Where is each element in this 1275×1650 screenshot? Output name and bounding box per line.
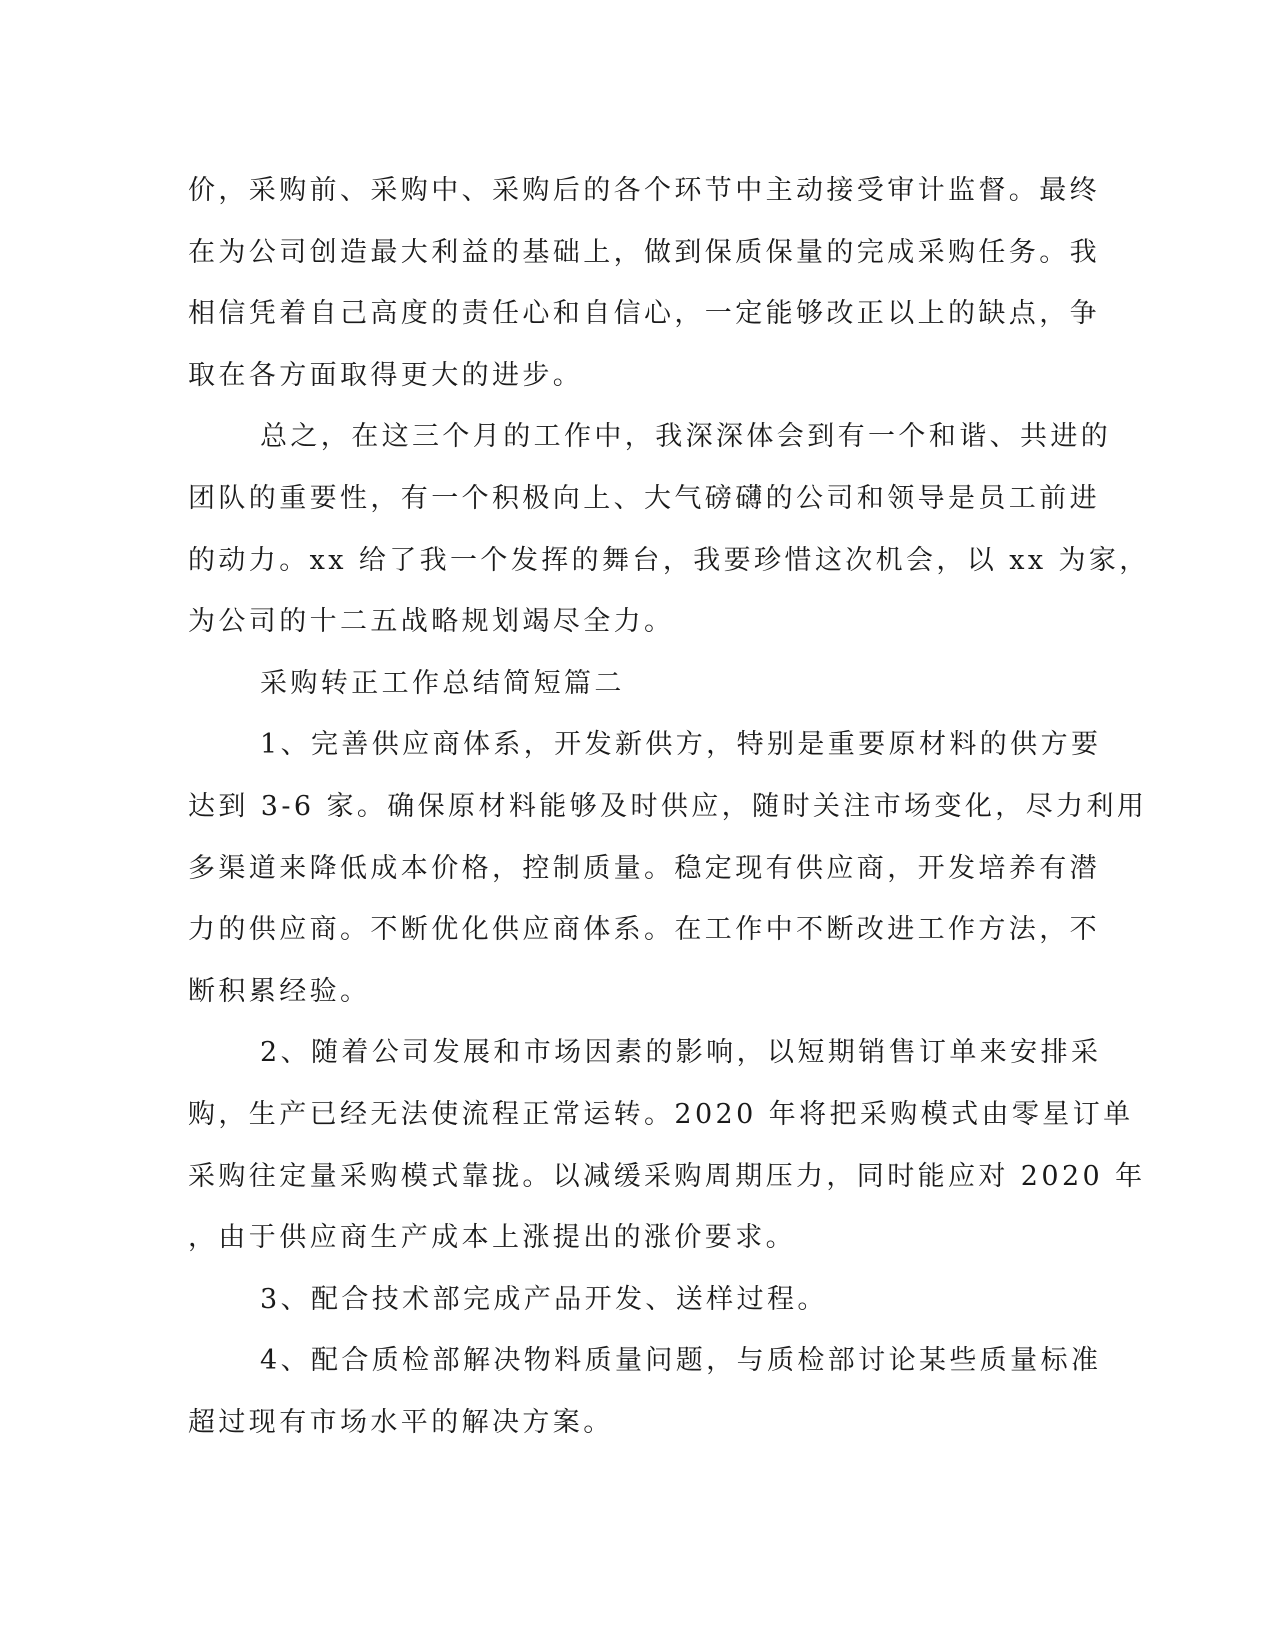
text-line: 团队的重要性，有一个积极向上、大气磅礴的公司和领导是员工前进 xyxy=(188,482,1100,514)
text-line: 为公司的十二五战略规划竭尽全力。 xyxy=(188,606,675,638)
text-line: 价，采购前、采购中、采购后的各个环节中主动接受审计监督。最终 xyxy=(188,175,1100,206)
text-line: 总之，在这三个月的工作中，我深深体会到有一个和谐、共进的 xyxy=(260,421,1112,453)
text-line: 达到 3-6 家。确保原材料能够及时供应，随时关注市场变化，尽力利用 xyxy=(188,790,1148,822)
text-line: 多渠道来降低成本价格，控制质量。稳定现有供应商，开发培养有潜 xyxy=(188,852,1100,884)
text-line: 2、随着公司发展和市场因素的影响，以短期销售订单来安排采 xyxy=(260,1037,1102,1069)
text-line: 购，生产已经无法使流程正常运转。2020 年将把采购模式由零星订单 xyxy=(188,1098,1134,1130)
text-line: 力的供应商。不断优化供应商体系。在工作中不断改进工作方法，不 xyxy=(188,914,1100,946)
text-line: 4、配合质检部解决物料质量问题，与质检部讨论某些质量标准 xyxy=(260,1345,1102,1377)
text-line: 超过现有市场水平的解决方案。 xyxy=(188,1406,614,1438)
text-line: 1、完善供应商体系，开发新供方，特别是重要原材料的供方要 xyxy=(260,729,1102,761)
text-line: 3、配合技术部完成产品开发、送样过程。 xyxy=(260,1283,828,1315)
text-line: 相信凭着自己高度的责任心和自信心，一定能够改正以上的缺点，争 xyxy=(188,298,1100,330)
text-line: 在为公司创造最大利益的基础上，做到保质保量的完成采购任务。我 xyxy=(188,236,1100,268)
text-line: 断积累经验。 xyxy=(188,975,371,1007)
text-line: 取在各方面取得更大的进步。 xyxy=(188,359,584,391)
text-line: 的动力。xx 给了我一个发挥的舞台，我要珍惜这次机会，以 xx 为家， xyxy=(188,544,1150,576)
text-line: ，由于供应商生产成本上涨提出的涨价要求。 xyxy=(188,1222,796,1254)
section-heading: 采购转正工作总结简短篇二 xyxy=(260,667,625,699)
document-body xyxy=(188,160,1150,1453)
text-line: 采购往定量采购模式靠拢。以减缓采购周期压力，同时能应对 2020 年 xyxy=(188,1160,1146,1192)
